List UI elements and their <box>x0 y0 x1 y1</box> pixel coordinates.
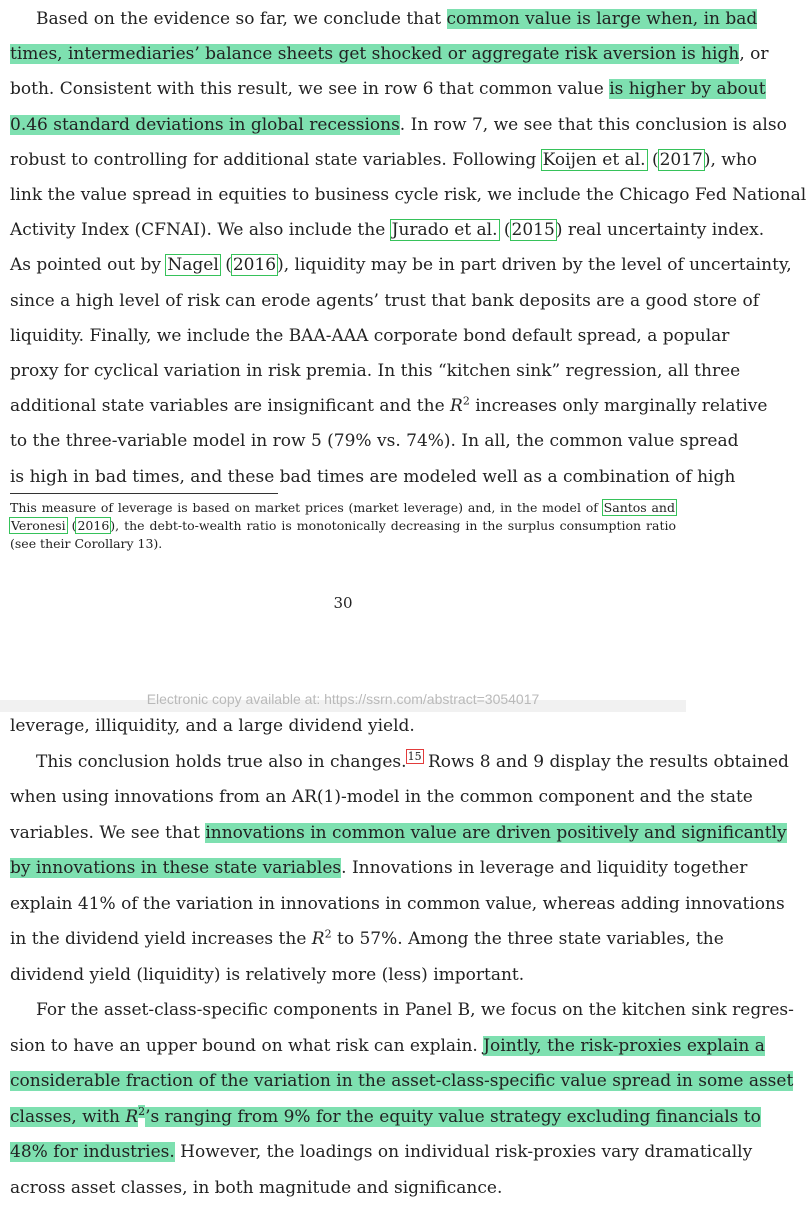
footnote-rule <box>10 493 278 494</box>
text-run: across asset classes, in both magnitude and significance. <box>10 1177 503 1198</box>
text-run: to 57%. Among the three state variables, the <box>331 929 724 949</box>
text-run: variables. We see that <box>10 822 206 843</box>
paragraph-line <box>10 1135 753 1170</box>
text-run: explain 41% of the variation in innovations in common value, whereas adding innovations <box>10 893 785 914</box>
text-run: . Innovations in leverage and liquidity together <box>341 858 748 878</box>
paragraph-line <box>10 460 736 495</box>
text-run: ) real uncertainty index. <box>555 220 765 241</box>
citation-link[interactable]: 2016 <box>77 518 110 533</box>
text-run: ), liquidity may be in part driven by the level of uncertainty, <box>277 255 792 276</box>
footnote-line <box>10 517 676 534</box>
highlighted-text: Jointly, the risk-proxies explain a <box>483 1035 765 1056</box>
paragraph-line <box>10 178 806 213</box>
text-run: dividend yield (liquidity) is relatively more (less) important. <box>10 964 525 985</box>
text-run: in the dividend yield increases the <box>10 929 312 949</box>
text-run: increases only marginally relative <box>469 396 768 417</box>
paragraph-line <box>10 816 787 851</box>
math-symbol: R <box>450 396 463 417</box>
text-run: is high in bad times, and these bad times are modeled well as a combination of high <box>10 466 736 487</box>
paragraph-line <box>10 389 768 424</box>
text-run: ( <box>498 220 511 241</box>
citation-link[interactable]: 2016 <box>232 255 277 276</box>
paragraph-line <box>10 424 739 459</box>
paragraph-line <box>10 1100 761 1135</box>
paragraph-line <box>10 780 753 815</box>
paragraph-line <box>10 745 789 780</box>
paragraph-line <box>10 2 758 37</box>
superscript: 2 <box>324 927 332 941</box>
paragraph-line <box>10 922 724 957</box>
highlighted-text: 0.46 standard deviations in global recessions <box>10 114 400 135</box>
text-run: Activity Index (CFNAI). We also include the <box>10 220 391 241</box>
math-symbol: R <box>311 929 325 949</box>
paragraph-line <box>10 284 760 319</box>
citation-link[interactable]: Jurado et al. <box>391 220 498 241</box>
text-run: For the asset-class-specific components in Panel B, we focus on the kitchen sink regres- <box>36 1000 794 1020</box>
page-number: 30 <box>333 594 353 612</box>
citation-link[interactable]: 2015 <box>511 220 555 241</box>
citation-link[interactable]: Nagel <box>167 255 219 276</box>
text-run: . In row 7, we see that this conclusion is also <box>399 114 787 135</box>
citation-link[interactable]: Santos and <box>603 500 675 515</box>
paragraph-line <box>10 887 785 922</box>
text-run: ), who <box>703 149 758 170</box>
text-run: Based on the evidence so far, we conclude that <box>36 9 447 29</box>
ssrn-watermark: Electronic copy available at: https://ssrn.com/abstract=3054017 <box>146 691 540 707</box>
text-run: This measure of leverage is based on market prices (market leverage) and, in the model of <box>10 500 603 515</box>
paragraph-line <box>10 319 730 354</box>
paragraph-line <box>10 354 741 389</box>
text-run: As pointed out by <box>10 255 167 276</box>
text-run: both. Consistent with this result, we see in row 6 that common value <box>10 79 610 100</box>
paragraph-line <box>10 37 769 72</box>
paragraph-line <box>10 1029 765 1064</box>
text-run: link the value spread in equities to business cycle risk, we include the Chicago Fed National <box>10 185 806 205</box>
highlighted-text: ’s ranging from 9% for the equity value strategy excluding financials to <box>145 1106 761 1127</box>
paragraph-line <box>10 248 792 283</box>
highlighted-text: times, intermediaries’ balance sheets get shocked or aggregate risk aversion is high <box>10 44 740 65</box>
paragraph-line <box>10 1171 676 1206</box>
text-run: , or <box>739 44 769 65</box>
paragraph-line <box>10 958 676 993</box>
text-run: robust to controlling for additional state variables. Following <box>10 149 542 170</box>
text-run: However, the loadings on individual risk-proxies vary dramatically <box>174 1142 753 1162</box>
footnote-line <box>10 499 676 516</box>
text-run: ( <box>66 518 77 533</box>
footnote-line <box>10 535 676 552</box>
citation-link[interactable]: Koijen et al. <box>542 149 646 170</box>
paragraph-line <box>10 1064 794 1099</box>
text-run: sion to have an upper bound on what risk can explain. <box>10 1035 484 1056</box>
highlighted-text: innovations in common value are driven positively and significantly <box>205 822 787 843</box>
superscript: 2 <box>462 394 470 408</box>
highlighted-text: considerable fraction of the variation in the asset-class-specific value spread in some asset <box>10 1071 794 1091</box>
text-run: since a high level of risk can erode agents’ trust that bank deposits are a good store of <box>10 290 760 311</box>
paragraph-line <box>10 108 787 143</box>
paragraph-line <box>10 993 794 1028</box>
pdf-page-31 <box>0 712 794 1200</box>
footnote-link[interactable]: 15 <box>407 749 422 763</box>
paragraph-line <box>10 213 765 248</box>
text-run: This conclusion holds true also in changes. <box>36 751 407 772</box>
text-run: ), the debt-to-wealth ratio is monotonically decreasing in the surplus consumption ratio <box>110 518 676 533</box>
citation-link[interactable]: Veronesi <box>11 518 66 533</box>
superscript: 2 <box>138 1104 146 1118</box>
highlighted-text: by innovations in these state variables <box>10 858 342 878</box>
text-run: ( <box>219 255 232 276</box>
paragraph-line <box>10 143 758 178</box>
text-run: ( <box>646 149 659 170</box>
paragraph-line <box>10 851 748 886</box>
citation-link[interactable]: 2017 <box>659 149 703 170</box>
text-run: (see their Corollary 13). <box>10 536 163 551</box>
text-run: additional state variables are insignificant and the <box>10 396 451 417</box>
text-run: leverage, illiquidity, and a large dividend yield. <box>10 716 415 736</box>
text-run: Rows 8 and 9 display the results obtained <box>422 751 789 772</box>
math-symbol: R <box>125 1106 139 1127</box>
text-run: proxy for cyclical variation in risk premia. In this “kitchen sink” regression, all three <box>10 361 741 381</box>
paragraph-line <box>10 709 676 744</box>
highlighted-text: classes, with <box>10 1106 126 1127</box>
highlighted-text: common value is large when, in bad <box>446 9 758 29</box>
text-run: when using innovations from an AR(1)-model in the common component and the state <box>10 787 753 807</box>
text-run: liquidity. Finally, we include the BAA-AAA corporate bond default spread, a popular <box>10 325 730 346</box>
highlighted-text: 48% for industries. <box>10 1142 175 1162</box>
text-run: to the three-variable model in row 5 (79% vs. 74%). In all, the common value spread <box>10 431 739 452</box>
highlighted-text: is higher by about <box>609 79 766 100</box>
paragraph-line <box>10 72 766 107</box>
